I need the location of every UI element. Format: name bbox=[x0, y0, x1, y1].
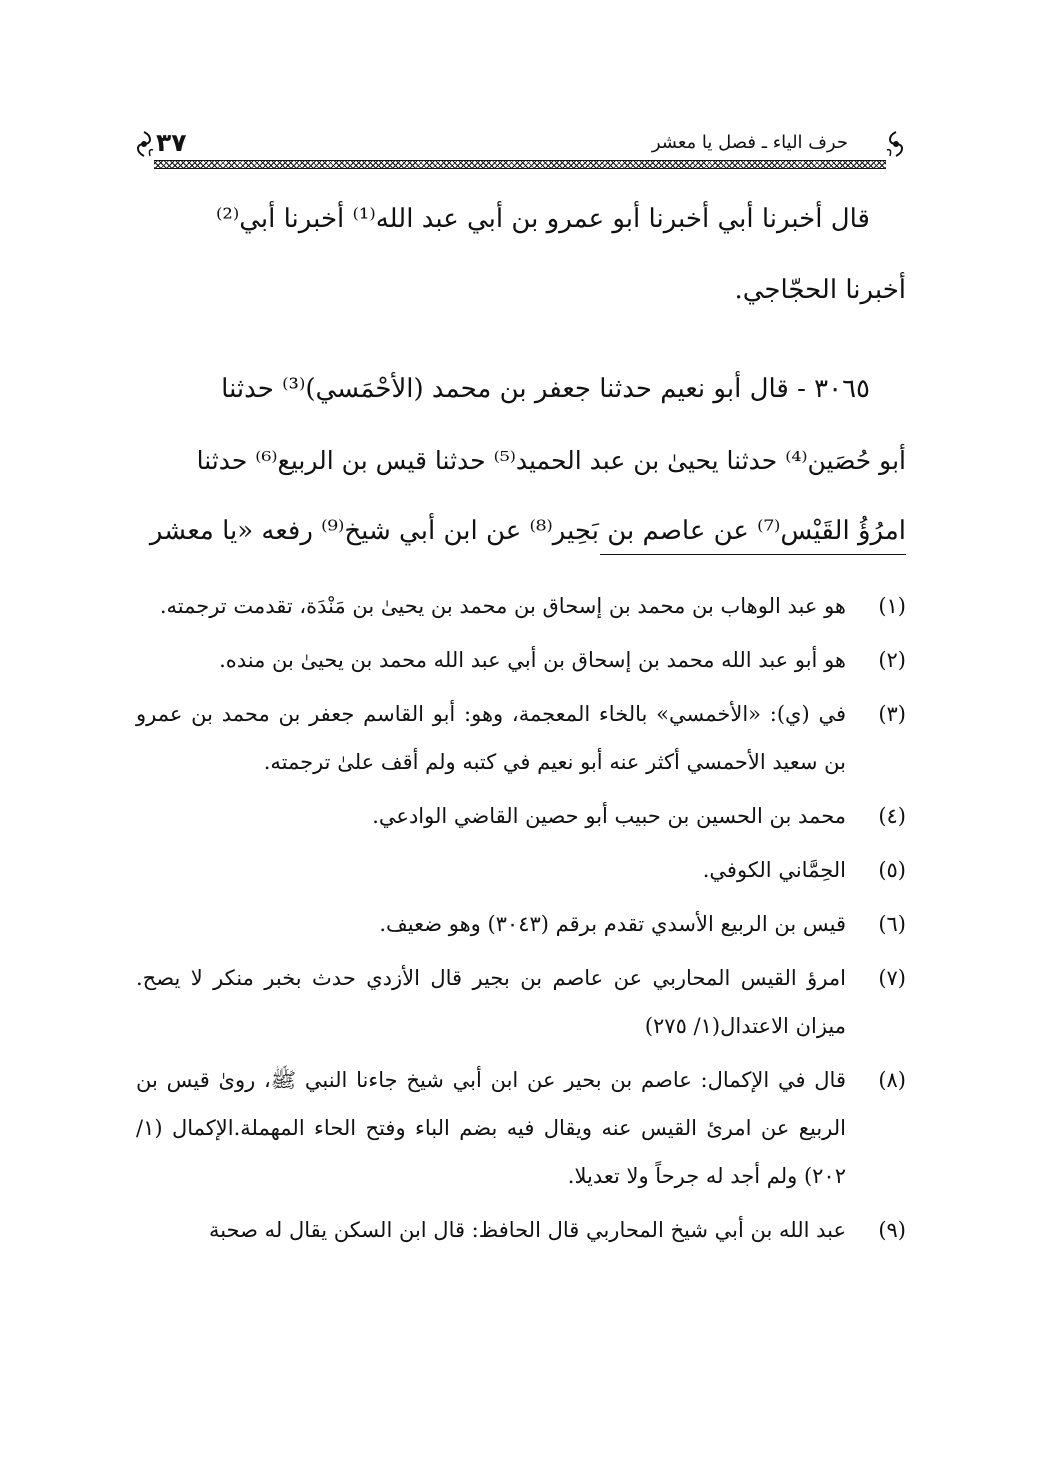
footnote bbox=[136, 846, 906, 894]
footnote-number: (١) bbox=[878, 594, 906, 618]
page-header bbox=[132, 128, 908, 174]
ornament-icon bbox=[132, 130, 156, 158]
footnote-number: (٧) bbox=[878, 966, 906, 990]
footnote bbox=[136, 690, 906, 786]
hadith-line: امرُؤُ القَيْس⁽⁷⁾ عن عاصم بن بَحِير⁽⁸⁾ عن ابن أبي شيخ⁽⁹⁾ رفعه «يا معشر bbox=[149, 516, 906, 546]
footnote-number: (٩) bbox=[878, 1218, 906, 1242]
footnote-text: عبد الله بن أبي شيخ المحاربي قال الحافظ: قال ابن السكن يقال له صحبة bbox=[208, 1218, 846, 1242]
header-rule bbox=[154, 160, 886, 169]
hadith-line: ٣٠٦٥ - قال أبو نعيم حدثنا جعفر بن محمد (الأحْمَسي)⁽³⁾ حدثنا bbox=[221, 374, 870, 404]
footnote-text: هو عبد الوهاب بن محمد بن إسحاق بن محمد بن يحيىٰ بن مَنْدَة، تقدمت ترجمته. bbox=[159, 594, 846, 618]
paragraph-line: قال أخبرنا أبي أخبرنا أبو عمرو بن أبي عبد الله⁽¹⁾ أخبرنا أبي⁽²⁾ bbox=[216, 204, 870, 234]
footnote-number: (٨) bbox=[878, 1068, 906, 1092]
footnote-text: قال في الإكمال: عاصم بن بحير عن ابن أبي شيخ جاءنا النبي ﷺ، روىٰ قيس بن الربيع عن امرئ القيس عنه ويقال فيه بضم الباء وفتح الحاء المهملة.الإكمال (١/ ٢٠٢) ولم أجد له جرحاً ولا تعديلا. bbox=[136, 1068, 846, 1188]
footnote-text: في (ي): «الأخمسي» بالخاء المعجمة، وهو: أبو القاسم جعفر بن محمد بن عمرو بن سعيد الأحمسي أكثر عنه أبو نعيم في كتبه ولم أقف علىٰ ترجمته. bbox=[136, 702, 846, 774]
footnote-number: (٥) bbox=[878, 858, 906, 882]
footnote-text: امرؤ القيس المحاربي عن عاصم بن بجير قال الأزدي حدث بخبر منكر لا يصح. ميزان الاعتدال(١/ ٢٧٥) bbox=[136, 966, 846, 1038]
footnote-number: (٣) bbox=[878, 702, 906, 726]
running-title: حرف الياء ـ فصل يا معشر bbox=[651, 132, 848, 153]
footnotes bbox=[136, 582, 906, 1260]
footnote bbox=[136, 1056, 906, 1200]
footnote-text: قيس بن الربيع الأسدي تقدم برقم (٣٠٤٣) وهو ضعيف. bbox=[379, 912, 846, 936]
footnote-separator bbox=[600, 554, 906, 555]
footnote bbox=[136, 636, 906, 684]
footnote-text: محمد بن الحسين بن حبيب أبو حصين القاضي الوادعي. bbox=[372, 804, 846, 828]
hadith-line: أبو حُصَين⁽⁴⁾ حدثنا يحيىٰ بن عبد الحميد⁽⁵⁾ حدثنا قيس بن الربيع⁽⁶⁾ حدثنا bbox=[196, 446, 906, 475]
page-number: ٣٧ bbox=[156, 128, 187, 157]
footnote bbox=[136, 954, 906, 1050]
footnote bbox=[136, 900, 906, 948]
footnote bbox=[136, 792, 906, 840]
footnote bbox=[136, 1206, 906, 1254]
footnote-number: (٤) bbox=[878, 804, 906, 828]
footnote-number: (٦) bbox=[878, 912, 906, 936]
main-text bbox=[136, 184, 906, 567]
footnote-number: (٢) bbox=[878, 648, 906, 672]
footnote-text: هو أبو عبد الله محمد بن إسحاق بن أبي عبد الله محمد بن يحيىٰ بن منده. bbox=[219, 648, 846, 672]
ornament-icon bbox=[884, 130, 908, 158]
paragraph-line: أخبرنا الحجّاجي. bbox=[734, 275, 906, 305]
footnote-text: الحِمَّاني الكوفي. bbox=[702, 858, 846, 882]
footnote bbox=[136, 582, 906, 630]
